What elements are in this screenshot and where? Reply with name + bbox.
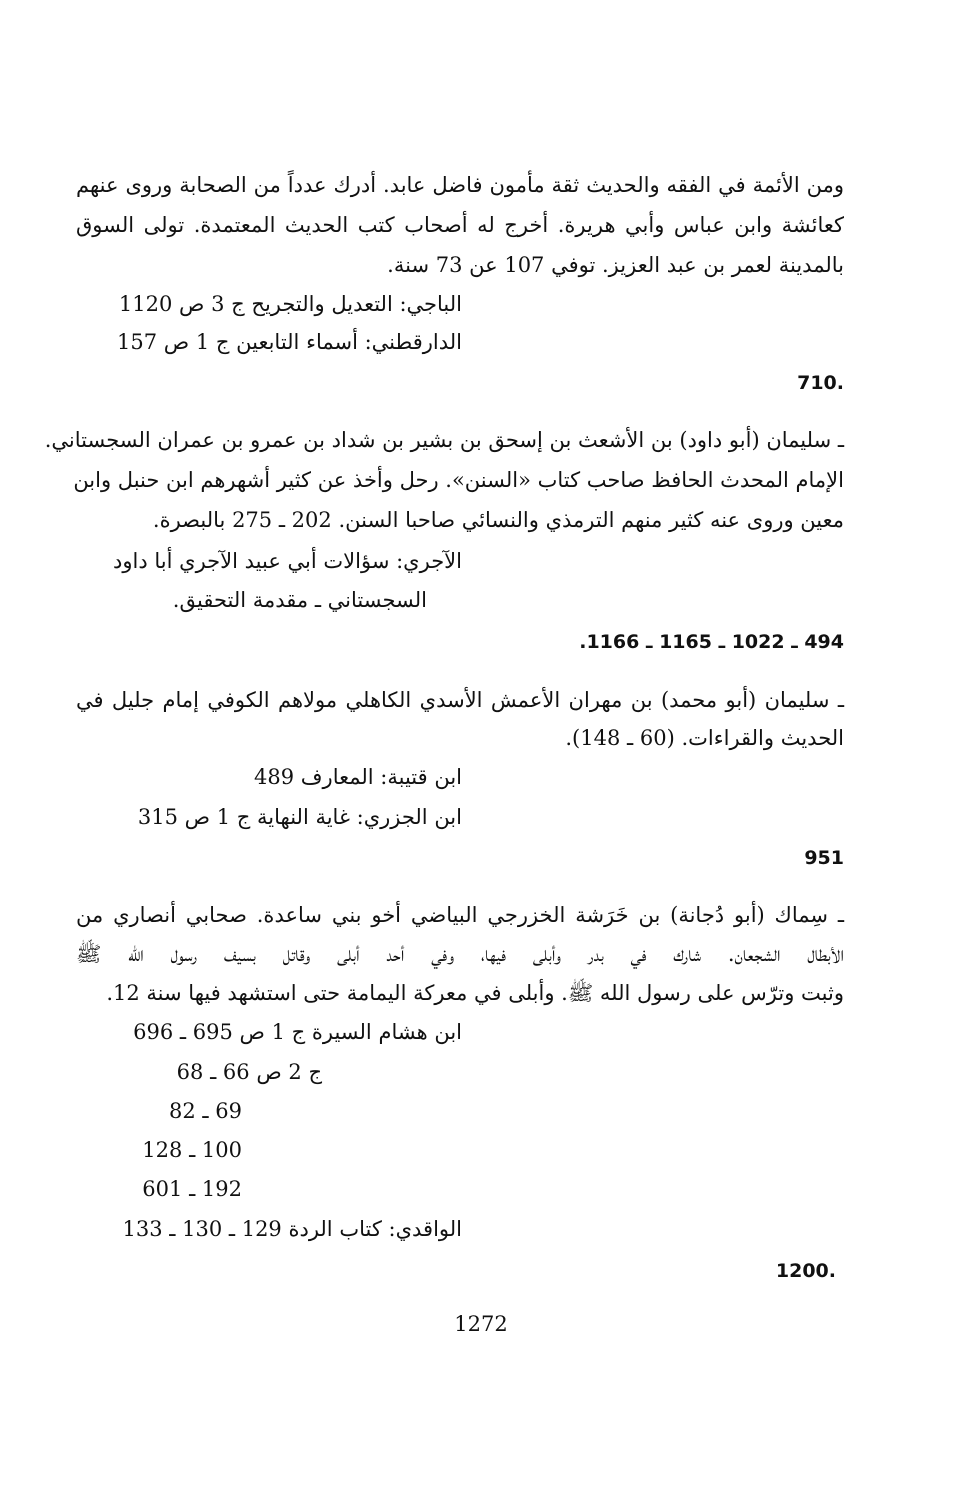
entry-text-line: الأبطال الشجعان. شارك في بدر وأبلى فيها، وفي أحد أبلى وقاتل بسيف رسول الله ﷺ — [76, 942, 844, 966]
reference-line: ابن قتيبة: المعارف 489 — [254, 765, 462, 789]
reference-line: ج 2 ص 66 ـ 68 — [176, 1060, 322, 1084]
entry-text-line: ـ سليمان (أبو داود) بن الأشعث بن إسحق بن بشير بن شداد بن عمرو بن عمران السجستاني. — [44, 428, 844, 452]
entry-text-line: ـ سليمان (أبو محمد) بن مهران الأعمش الأسدي الكاهلي مولاهم الكوفي إمام جليل في — [76, 688, 844, 712]
reference-line: ابن الجزري: غاية النهاية ج 1 ص 315 — [137, 805, 462, 829]
entry-text-line: الحديث والقراءات. (60 ـ 148). — [565, 726, 844, 750]
page-index-numbers: 494 ـ 1022 ـ 1165 ـ 1166. — [579, 631, 844, 653]
reference-line: 100 ـ 128 — [142, 1138, 242, 1162]
reference-line: الواقدي: كتاب الردة 129 ـ 130 ـ 133 — [122, 1217, 462, 1241]
reference-line: 192 ـ 601 — [142, 1177, 242, 1201]
reference-line: الدارقطني: أسماء التابعين ج 1 ص 157 — [117, 330, 462, 354]
entry-text-line: وثبت وترّس على رسول الله ﷺ. وأبلى في معركة اليمامة حتى استشهد فيها سنة 12. — [106, 981, 844, 1005]
page-index-numbers: .1200 — [775, 1260, 836, 1282]
reference-line: الباجي: التعديل والتجريح ج 3 ص 1120 — [118, 292, 462, 316]
page-index-numbers: 951 — [804, 847, 844, 869]
entry-text-line: ومن الأئمة في الفقه والحديث ثقة مأمون فاضل عابد. أدرك عدداً من الصحابة وروى عنهم — [76, 173, 844, 197]
entry-text-line: الإمام المحدث الحافظ صاحب كتاب «السنن». رحل وأخذ عن كثير أشهرهم ابن حنبل وابن — [73, 468, 844, 492]
entry-text-line: ـ سِماك (أبو دُجانة) بن خَرَشة الخزرجي البياضي أخو بني ساعدة. صحابي أنصاري من — [76, 903, 844, 927]
reference-line: ابن هشام السيرة ج 1 ص 695 ـ 696 — [133, 1020, 462, 1044]
reference-line: 69 ـ 82 — [169, 1099, 242, 1123]
entry-text-line: معين وروى عنه كثير منهم الترمذي والنسائي صاحبا السنن. 202 ـ 275 بالبصرة. — [152, 508, 844, 532]
reference-line: السجستاني ـ مقدمة التحقيق. — [172, 588, 427, 612]
reference-line: الآجري: سؤالات أبي عبيد الآجري أبا داود — [113, 549, 462, 573]
page-index-numbers: .710 — [797, 372, 844, 394]
entry-text-line: بالمدينة لعمر بن عبد العزيز. توفي 107 عن 73 سنة. — [387, 253, 844, 277]
entry-text-line: كعائشة وابن عباس وأبي هريرة. أخرج له أصحاب كتب الحديث المعتمدة. تولى السوق — [76, 213, 844, 237]
page-number: 1272 — [454, 1312, 508, 1336]
